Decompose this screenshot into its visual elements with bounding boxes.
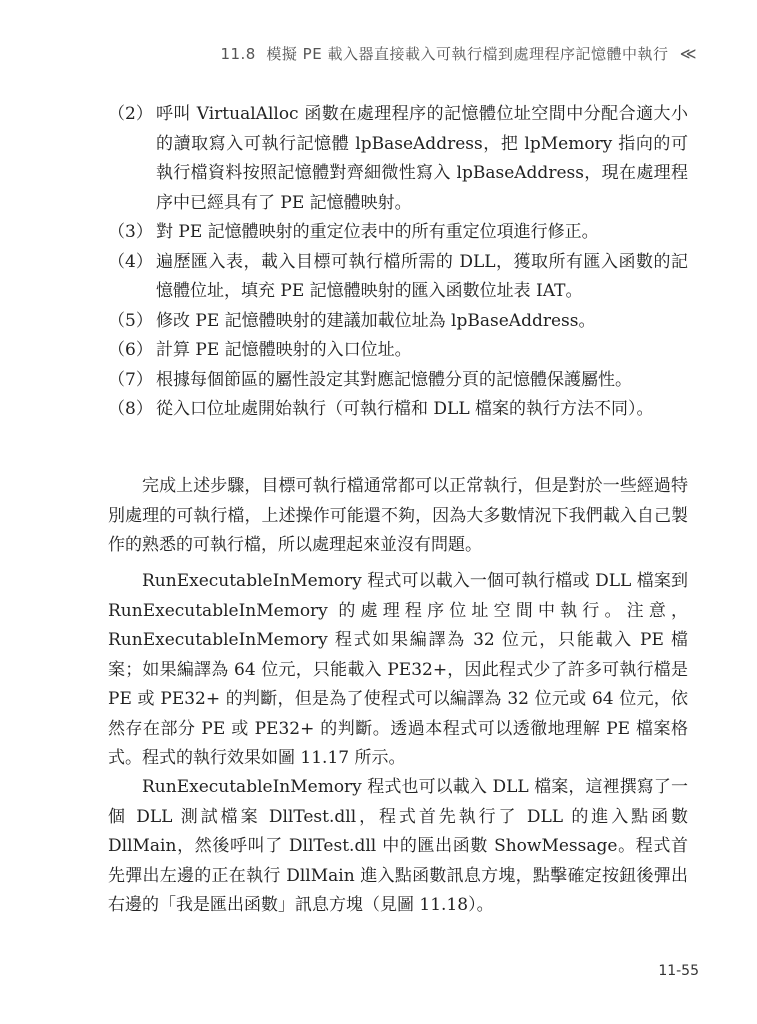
section-title: 模擬 PE 載入器直接載入可執行檔到處理程序記憶體中執行 [266,45,669,63]
step-text: 計算 PE 記憶體映射的入口位址。 [156,340,412,360]
step-number: （3） [108,222,153,242]
step-number: （7） [108,369,153,390]
step-number: （4） [108,251,153,272]
step-item [108,366,688,396]
page-number: 11-55 [658,963,699,979]
body-paragraph: RunExecutableInMemory 程式也可以載入 DLL 檔案，這裡撰寫了一個 DLL 測試檔案 DllTest.dll，程式首先執行了 DLL 的進入點函數 DllMain，然後呼叫了 DllTest.dll 中的匯出函數 ShowMessage。程式首先彈出左邊的正在執行 DllMain 進入點函數訊息方塊，點擊確定按鈕後彈出右邊的「我是匯出函數」訊息方塊（見圖 11.18）。 [108,777,688,915]
step-item [108,395,688,425]
running-header [220,43,697,64]
step-item [108,307,688,337]
step-text: 呼叫 VirtualAlloc 函數在處理程序的記憶體位址空間中分配合適大小的讀取寫入可執行記憶體 lpBaseAddress，把 lpMemory 指向的可執行檔資料按照記憶體對齊細微性寫入 lpBaseAddress，現在處理程序中已經具有了 PE 記憶體映射。 [156,104,688,213]
step-text: 對 PE 記憶體映射的重定位表中的所有重定位項進行修正。 [156,222,599,242]
step-item [108,336,688,366]
step-text: 修改 PE 記憶體映射的建議加載位址為 lpBaseAddress。 [156,310,596,331]
body-paragraph: 完成上述步驟，目標可執行檔通常都可以正常執行，但是對於一些經過特別處理的可執行檔，上述操作可能還不夠，因為大多數情況下我們載入自己製作的熟悉的可執行檔，所以處理起來並沒有問題。 [108,476,688,555]
section-number: 11.8 [220,45,256,63]
step-number: （8） [108,399,153,419]
step-number: （2） [108,104,153,124]
step-text: 從入口位址處開始執行（可執行檔和 DLL 檔案的執行方法不同）。 [156,399,654,419]
double-chevron-icon: ≪ [679,44,697,63]
steps-list [108,100,688,425]
step-item [108,218,688,248]
step-text: 遍歷匯入表，載入目標可執行檔所需的 DLL，獲取所有匯入函數的記憶體位址，填充 PE 記憶體映射的匯入函數位址表 IAT。 [156,251,688,301]
body-paragraph: RunExecutableInMemory 程式可以載入一個可執行檔或 DLL 檔案到 RunExecutableInMemory 的處理程序位址空間中執行。注意，RunExecutableInMemory 程式如果編譯為 32 位元，只能載入 PE 檔案；如果編譯為 64 位元，只能載入 PE32+，因此程式少了許多可執行檔是 PE 或 PE32+ 的判斷，但是為了使程式可以編譯為 32 位元或 64 位元，依然存在部分 PE 或 PE32+ 的判斷。透過本程式可以透徹地理解 PE 檔案格式。程式的執行效果如圖 11.17 所示。 [108,571,688,768]
step-number: （5） [108,310,153,331]
step-item [108,248,688,307]
step-text: 根據每個節區的屬性設定其對應記憶體分頁的記憶體保護屬性。 [156,369,632,390]
step-item [108,100,688,218]
step-number: （6） [108,340,153,360]
